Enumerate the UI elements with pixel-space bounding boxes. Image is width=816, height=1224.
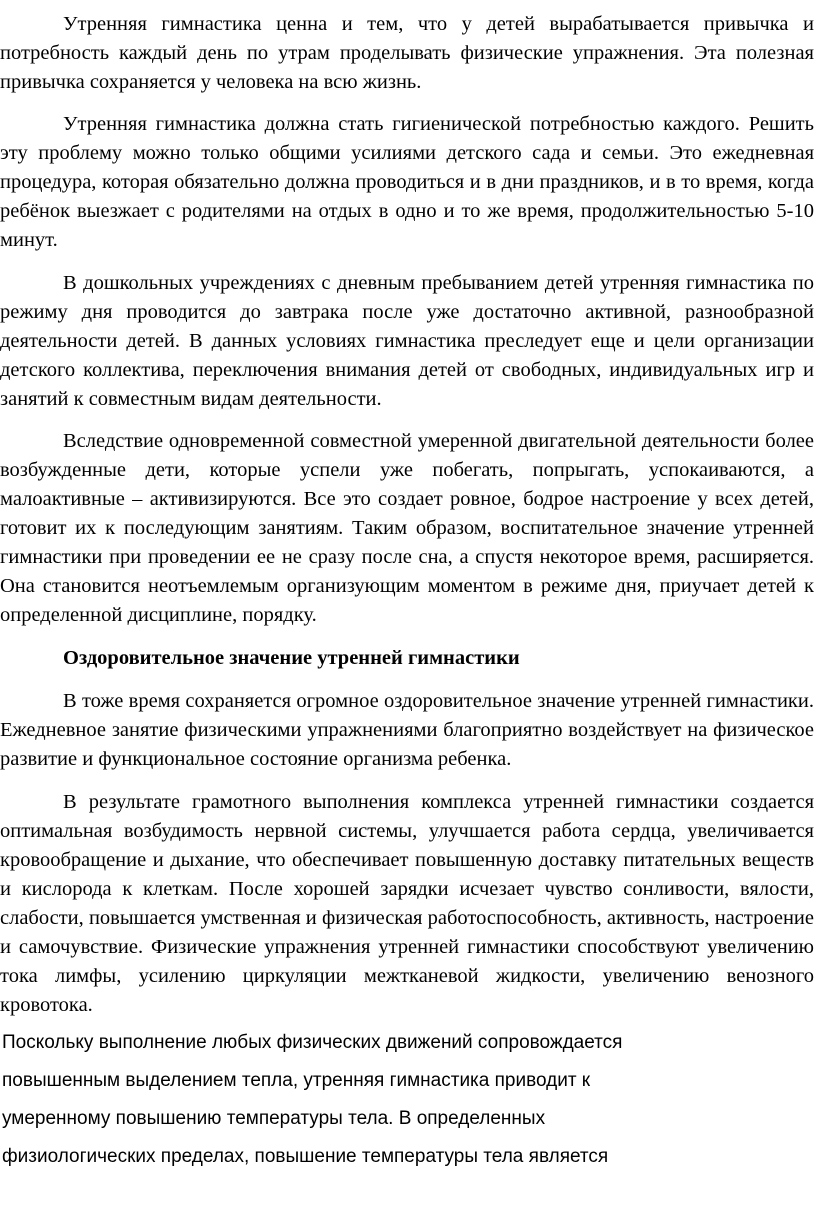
paragraph-temperature: [0, 1024, 814, 1176]
paragraph-health-value: В тоже время сохраняется огромное оздоровительное значение утренней гимнастики. Ежедневное занятие физическими упражнениями благоприятно воздействует на физическое развитие и функциональное состояние организма ребенка.: [0, 690, 814, 770]
text-line: Поскольку выполнение любых физических движений сопровождается: [2, 1032, 623, 1053]
paragraph-physiological-effects: В результате грамотного выполнения комплекса утренней гимнастики создается оптимальная возбудимость нервной системы, улучшается работа сердца, увеличивается кровообращение и дыхание, что обеспечивает повышенную доставку питательных веществ и кислорода к клеткам. После хорошей зарядки исчезает чувство сонливости, вялости, слабости, повышается умственная и физическая работоспособность, активность, настроение и самочувствие. Физические упражнения утренней гимнастики способствуют увеличению тока лимфы, усилению циркуляции межтканевой жидкости, увеличению венозного кровотока.: [0, 791, 814, 1016]
section-heading: Оздоровительное значение утренней гимнастики: [63, 647, 520, 669]
paragraph-hygiene-need: Утренняя гимнастика должна стать гигиенической потребностью каждого. Решить эту проблему можно только общими усилиями детского сада и семьи. Это ежедневная процедура, которая обязательно должна проводиться и в дни праздников, и в то время, когда ребёнок выезжает с родителями на отдых в одно и то же время, продолжительностью 5-10 минут.: [0, 113, 814, 251]
text-line: физиологических пределах, повышение температуры тела является: [2, 1146, 609, 1167]
paragraph-educational-value: Вследствие одновременной совместной умеренной двигательной деятельности более возбужденные дети, которые успели уже побегать, попрыгать, успокаиваются, а малоактивные – активизируются. Все это создает ровное, бодрое настроение у всех детей, готовит их к последующим занятиям. Таким образом, воспитательное значение утренней гимнастики при проведении ее не сразу после сна, а спустя некоторое время, расширяется. Она становится неотъемлемым организующим моментом в режиме дня, приучает детей к определенной дисциплине, порядку.: [0, 430, 814, 626]
text-line: умеренному повышению температуры тела. В определенных: [2, 1108, 546, 1129]
paragraph-preschool: В дошкольных учреждениях с дневным пребыванием детей утренняя гимнастика по режиму дня проводится до завтрака после уже достаточно активной, разнообразной деятельности детей. В данных условиях гимнастика преследует еще и цели организации детского коллектива, переключения внимания детей от свободных, индивидуальных игр и занятий к совместным видам деятельности.: [0, 272, 814, 410]
text-line: повышенным выделением тепла, утренняя гимнастика приводит к: [2, 1070, 591, 1091]
paragraph-habit: Утренняя гимнастика ценна и тем, что у детей вырабатывается привычка и потребность каждый день по утрам проделывать физические упражнения. Эта полезная привычка сохраняется у человека на всю жизнь.: [0, 13, 814, 93]
